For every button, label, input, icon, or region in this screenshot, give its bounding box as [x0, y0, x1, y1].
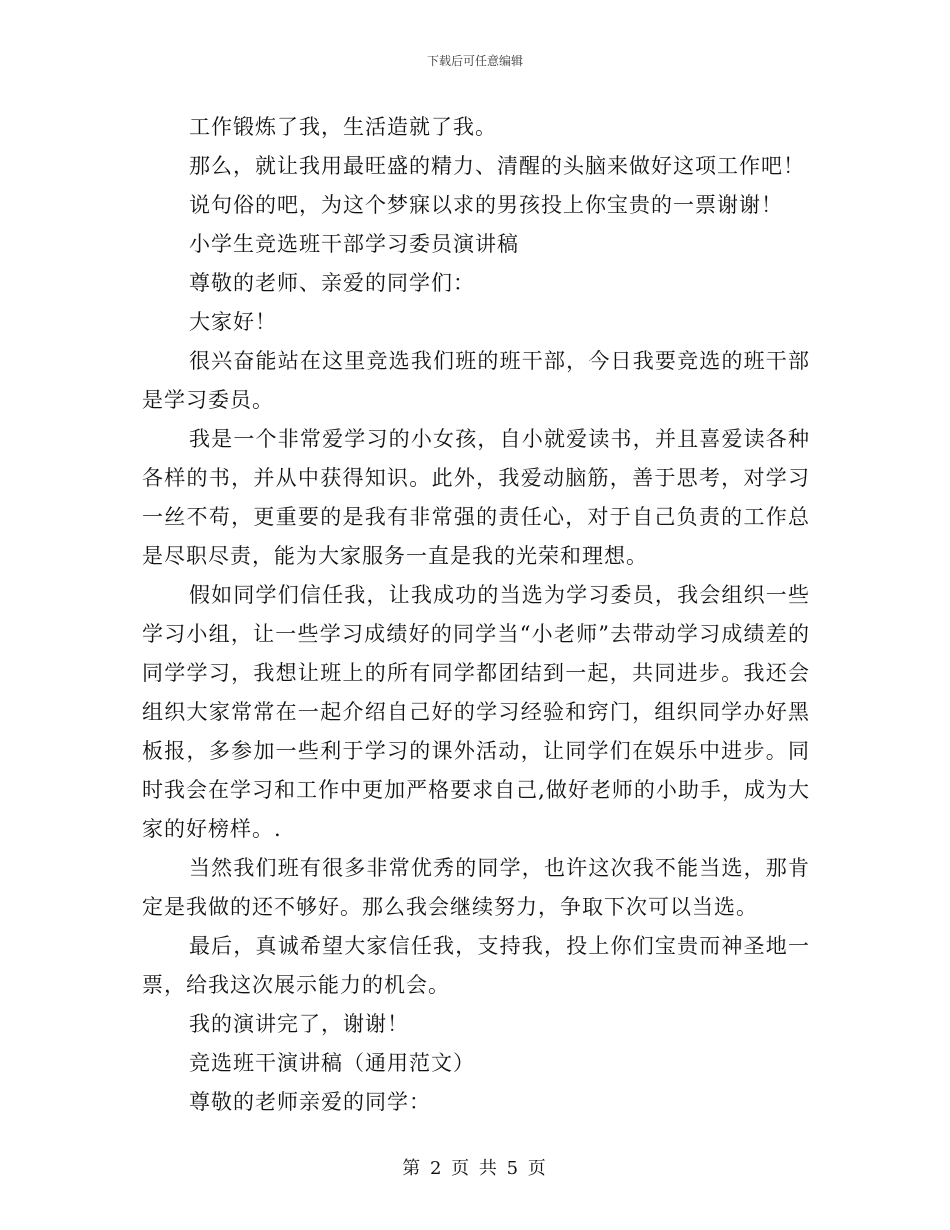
paragraph: 最后，真诚希望大家信任我，支持我，投上你们宝贵而神圣地一票，给我这次展示能力的机会。	[142, 934, 810, 997]
header-note: 下载后可任意编辑	[426, 54, 523, 68]
greeting: 大家好！	[189, 310, 277, 334]
paragraph: 那么，就让我用最旺盛的精力、清醒的头脑来做好这项工作吧！	[189, 154, 805, 178]
paragraph: 很兴奋能站在这里竞选我们班的班干部，今日我要竞选的班干部是学习委员。	[142, 349, 810, 412]
paragraph: 当然我们班有很多非常优秀的同学，也许这次我不能当选，那肯定是我做的还不够好。那么我会继续努力，争取下次可以当选。	[142, 856, 810, 919]
section-title: 小学生竞选班干部学习委员演讲稿	[189, 232, 519, 256]
page-number: 第 2 页 共 5 页	[402, 1158, 548, 1179]
salutation: 尊敬的老师、亲爱的同学们：	[189, 271, 475, 295]
paragraph: 工作锻炼了我，生活造就了我。	[189, 115, 497, 139]
paragraph: 假如同学们信任我，让我成功的当选为学习委员，我会组织一些学习小组，让一些学习成绩好的同学当“小老师”去带动学习成绩差的同学学习，我想让班上的所有同学都团结到一起，共同进步。我还会组织大家常常在一起介绍自己好的学习经验和窍门，组织同学办好黑板报，多参加一些利于学习的课外活动，让同学们在娱乐中进步。同时我会在学习和工作中更加严格要求自己,做好老师的小助手，成为大家的好榜样。.	[142, 583, 810, 841]
closing-line: 我的演讲完了，谢谢！	[189, 1012, 409, 1036]
salutation: 尊敬的老师亲爱的同学：	[189, 1090, 431, 1114]
document-body	[142, 108, 810, 1122]
section-title: 竞选班干演讲稿（通用范文）	[189, 1051, 475, 1075]
paragraph: 我是一个非常爱学习的小女孩，自小就爱读书，并且喜爱读各种各样的书，并从中获得知识。此外，我爱动脑筋，善于思考，对学习一丝不苟，更重要的是我有非常强的责任心，对于自己负责的工作总是尽职尽责，能为大家服务一直是我的光荣和理想。	[142, 427, 810, 568]
paragraph: 说句俗的吧，为这个梦寐以求的男孩投上你宝贵的一票谢谢！	[189, 193, 783, 217]
